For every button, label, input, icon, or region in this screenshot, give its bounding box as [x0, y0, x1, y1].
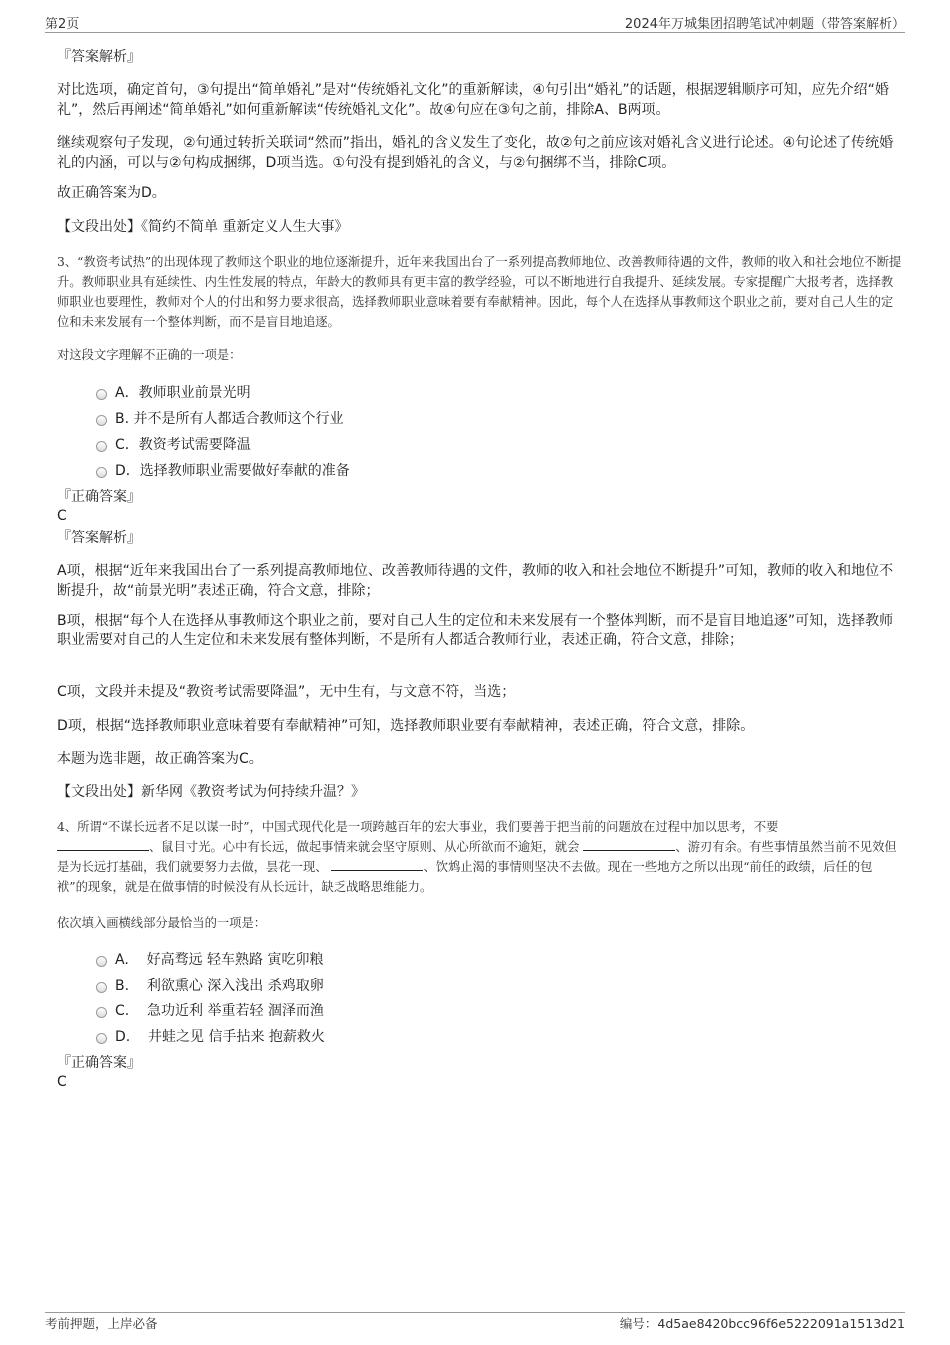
- radio-icon[interactable]: [96, 415, 107, 426]
- option-a[interactable]: [96, 382, 251, 402]
- header-divider: [45, 32, 905, 33]
- analysis-paragraph: 对比选项，确定首句，③句提出“简单婚礼”是对“传统婚礼文化”的重新解读，④句引出“婚礼”的话题，根据逻辑顺序可知，应先介绍“婚礼”，然后再阐述“简单婚礼”如何重新解读“传统婚礼文化”。故④句应在③句之前，排除A、B两项。: [57, 82, 889, 118]
- analysis-b: B项，根据“每个人在选择从事教师这个职业之前，要对自己人生的定位和未来发展有一个整体判断，而不是盲目地追逐”可知，选择教师职业需要对自己的人生定位和未来发展有整体判断，不是所有人都适合教师行业，表述正确，符合文意，排除；: [57, 613, 894, 648]
- option-d[interactable]: [96, 460, 350, 480]
- page-number: 第2页: [45, 17, 80, 32]
- analysis-paragraph: 继续观察句子发现，②句通过转折关联词“然而”指出，婚礼的含义发生了变化，故②句之前应该对婚礼含义进行论述。④句论述了传统婚礼的内涵，可以与②句构成捆绑，D项当选。①句没有提到婚礼的含义，与②句捆绑不当，排除C项。: [57, 135, 894, 171]
- document-title: 2024年万城集团招聘笔试冲刺题（带答案解析）: [624, 17, 905, 32]
- analysis-c: C项，文段并未提及“教资考试需要降温”，无中生有，与文意不符，当选；: [57, 684, 516, 700]
- option-a[interactable]: [96, 949, 323, 969]
- footer-divider: [45, 1312, 905, 1313]
- option-label: D．选择教师职业需要做好奉献的准备: [115, 463, 350, 479]
- text: 、鼠目寸光。心中有长远，做起事情来就会坚守原则、从心所欲而不逾矩，就会: [149, 840, 580, 854]
- question-prompt: 依次填入画横线部分最恰当的一项是：: [57, 916, 267, 930]
- answer-label: 『正确答案』: [57, 489, 141, 505]
- option-label: C. 急功近利 举重若轻 涸泽而渔: [115, 1003, 324, 1019]
- source: 【文段出处】《简约不简单 重新定义人生大事》: [57, 219, 349, 235]
- fill-blank: [583, 838, 675, 851]
- question-text: [57, 817, 902, 897]
- fill-blank: [57, 838, 149, 851]
- document-id: 编号：4d5ae8420bcc96f6e5222091a1513d21: [619, 1316, 905, 1331]
- answer: C: [57, 1074, 67, 1090]
- option-label: B. 利欲熏心 深入浅出 杀鸡取卵: [115, 978, 324, 994]
- option-label: B. 并不是所有人都适合教师这个行业: [115, 411, 344, 427]
- option-label: A. 好高骛远 轻车熟路 寅吃卯粮: [115, 952, 324, 968]
- radio-icon[interactable]: [96, 1007, 107, 1018]
- analysis-d: D项，根据“选择教师职业意味着要有奉献精神”可知，选择教师职业要有奉献精神，表述正确，符合文意，排除。: [57, 718, 755, 734]
- radio-icon[interactable]: [96, 956, 107, 967]
- option-c[interactable]: [96, 434, 251, 454]
- text: 、饮鸩止渴的事情则坚决不去做。现在一些地方之所以出现“前任的政绩，后任的包袱”的现象，就是在做事情的时候没有从长远计，缺乏战略思维能力。: [57, 860, 873, 894]
- text: 4、所谓“不谋长远者不足以谋一时”，中国式现代化是一项跨越百年的宏大事业，我们要善于把当前的问题放在过程中加以思考，不要: [57, 820, 779, 834]
- answer-label: 『正确答案』: [57, 1055, 141, 1071]
- option-b[interactable]: [96, 975, 324, 995]
- analysis-label: 『答案解析』: [57, 530, 141, 546]
- question-text: 3、“教资考试热”的出现体现了教师这个职业的地位逐渐提升，近年来我国出台了一系列提高教师地位、改善教师待遇的文件，教师的收入和社会地位不断提升。教师职业具有延续性、内生性发展的特点，年龄大的教师具有更丰富的教学经验，可以不断地进行自我提升、延续发展。专家提醒广大报考者，选择教师职业也要理性，教师对个人的付出和努力要求很高，选择教师职业意味着要有奉献精神。因此，每个人在选择从事教师这个职业之前，要对自己人生的定位和未来发展有一个整体判断，而不是盲目地追逐。: [57, 255, 902, 329]
- source: 【文段出处】新华网《教资考试为何持续升温？》: [57, 784, 365, 800]
- footer-slogan: 考前押题，上岸必备: [45, 1316, 158, 1331]
- option-b[interactable]: [96, 408, 344, 428]
- text: 、游刃有余。有些事情虽然当前不见效但是为长远打基础，我们就要努力去做，昙花一现、: [57, 840, 897, 874]
- fill-blank: [331, 858, 423, 871]
- analysis-label: 『答案解析』: [57, 49, 141, 65]
- radio-icon[interactable]: [96, 1033, 107, 1044]
- conclusion: 本题为选非题，故正确答案为C。: [57, 751, 263, 767]
- radio-icon[interactable]: [96, 441, 107, 452]
- option-label: A．教师职业前景光明: [115, 385, 251, 401]
- analysis-a: A项，根据“近年来我国出台了一系列提高教师地位、改善教师待遇的文件，教师的收入和社会地位不断提升”可知，教师的收入和地位不断提升，故“前景光明”表述正确，符合文意，排除；: [57, 563, 894, 599]
- option-label: D. 井蛙之见 信手拈来 抱薪救火: [115, 1029, 325, 1045]
- option-c[interactable]: [96, 1000, 324, 1020]
- answer: C: [57, 508, 67, 524]
- conclusion: 故正确答案为D。: [57, 185, 166, 201]
- option-d[interactable]: [96, 1026, 325, 1046]
- option-label: C．教资考试需要降温: [115, 437, 251, 453]
- question-prompt: 对这段文字理解不正确的一项是：: [57, 348, 242, 362]
- radio-icon[interactable]: [96, 467, 107, 478]
- radio-icon[interactable]: [96, 389, 107, 400]
- radio-icon[interactable]: [96, 982, 107, 993]
